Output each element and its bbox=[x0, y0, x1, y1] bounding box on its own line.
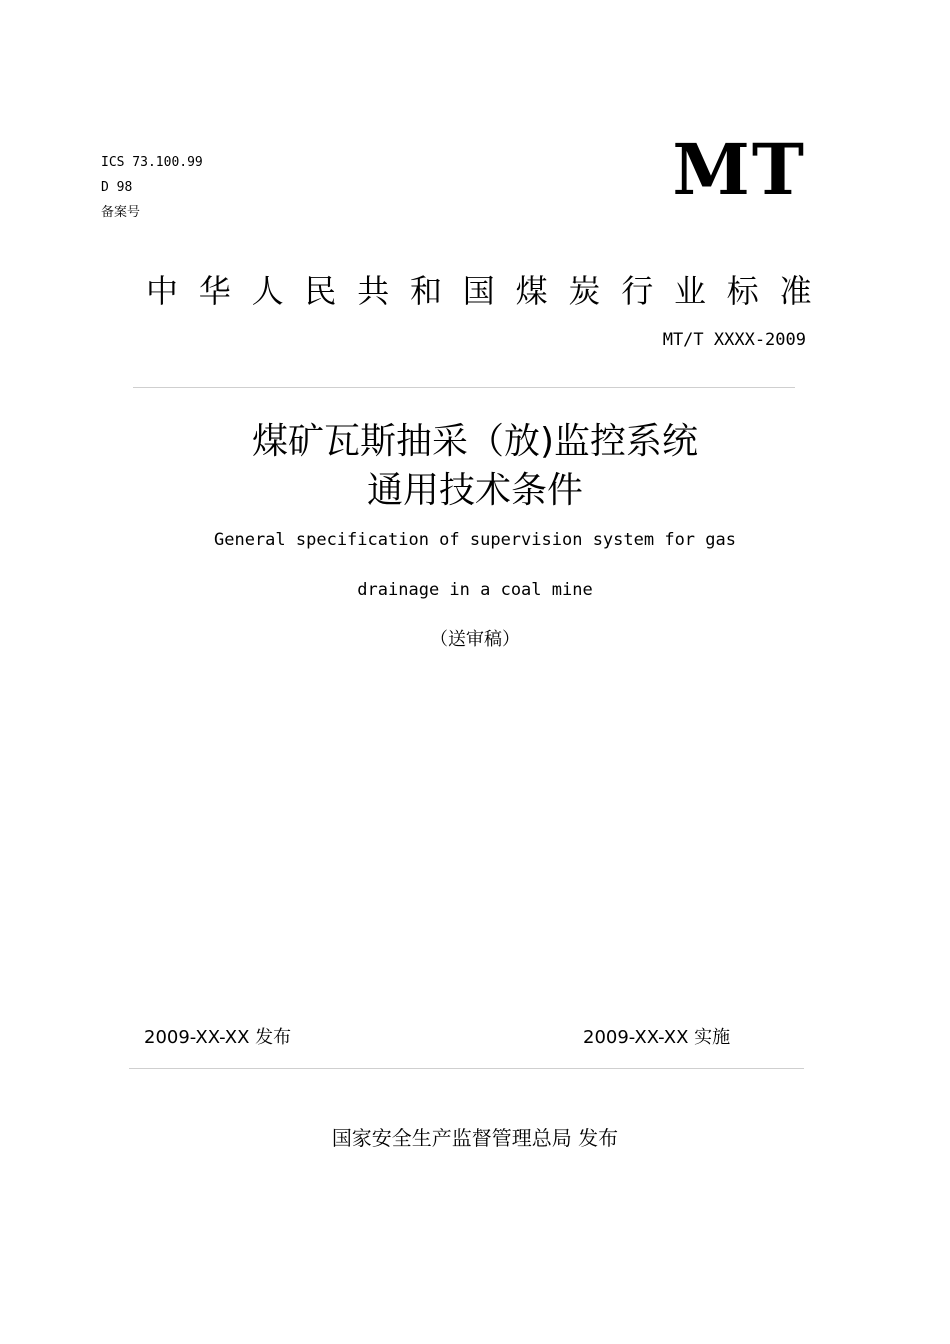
mt-logo: MT bbox=[672, 128, 806, 211]
draft-status-label: （送审稿） bbox=[430, 629, 520, 650]
standard-number: MT/T XXXX-2009 bbox=[662, 330, 806, 350]
top-divider bbox=[133, 387, 795, 388]
ccs-code: D 98 bbox=[101, 180, 133, 195]
english-title-line-2: drainage in a coal mine bbox=[357, 580, 593, 600]
standard-category-title: 中华人民共和国煤炭行业标准 bbox=[146, 272, 833, 310]
implementation-date: 2009-XX-XX 实施 bbox=[583, 1027, 731, 1048]
bottom-divider bbox=[129, 1068, 804, 1069]
document-title-line-1: 煤矿瓦斯抽采（放)监控系统 bbox=[251, 421, 699, 462]
english-title-line-1: General specification of supervision system for gas bbox=[214, 530, 736, 550]
document-title-line-2: 通用技术条件 bbox=[366, 470, 583, 511]
issuing-authority: 国家安全生产监督管理总局 发布 bbox=[331, 1126, 619, 1150]
ics-code: ICS 73.100.99 bbox=[101, 155, 203, 170]
record-number-label: 备案号 bbox=[101, 205, 141, 220]
issue-date: 2009-XX-XX 发布 bbox=[144, 1027, 292, 1048]
